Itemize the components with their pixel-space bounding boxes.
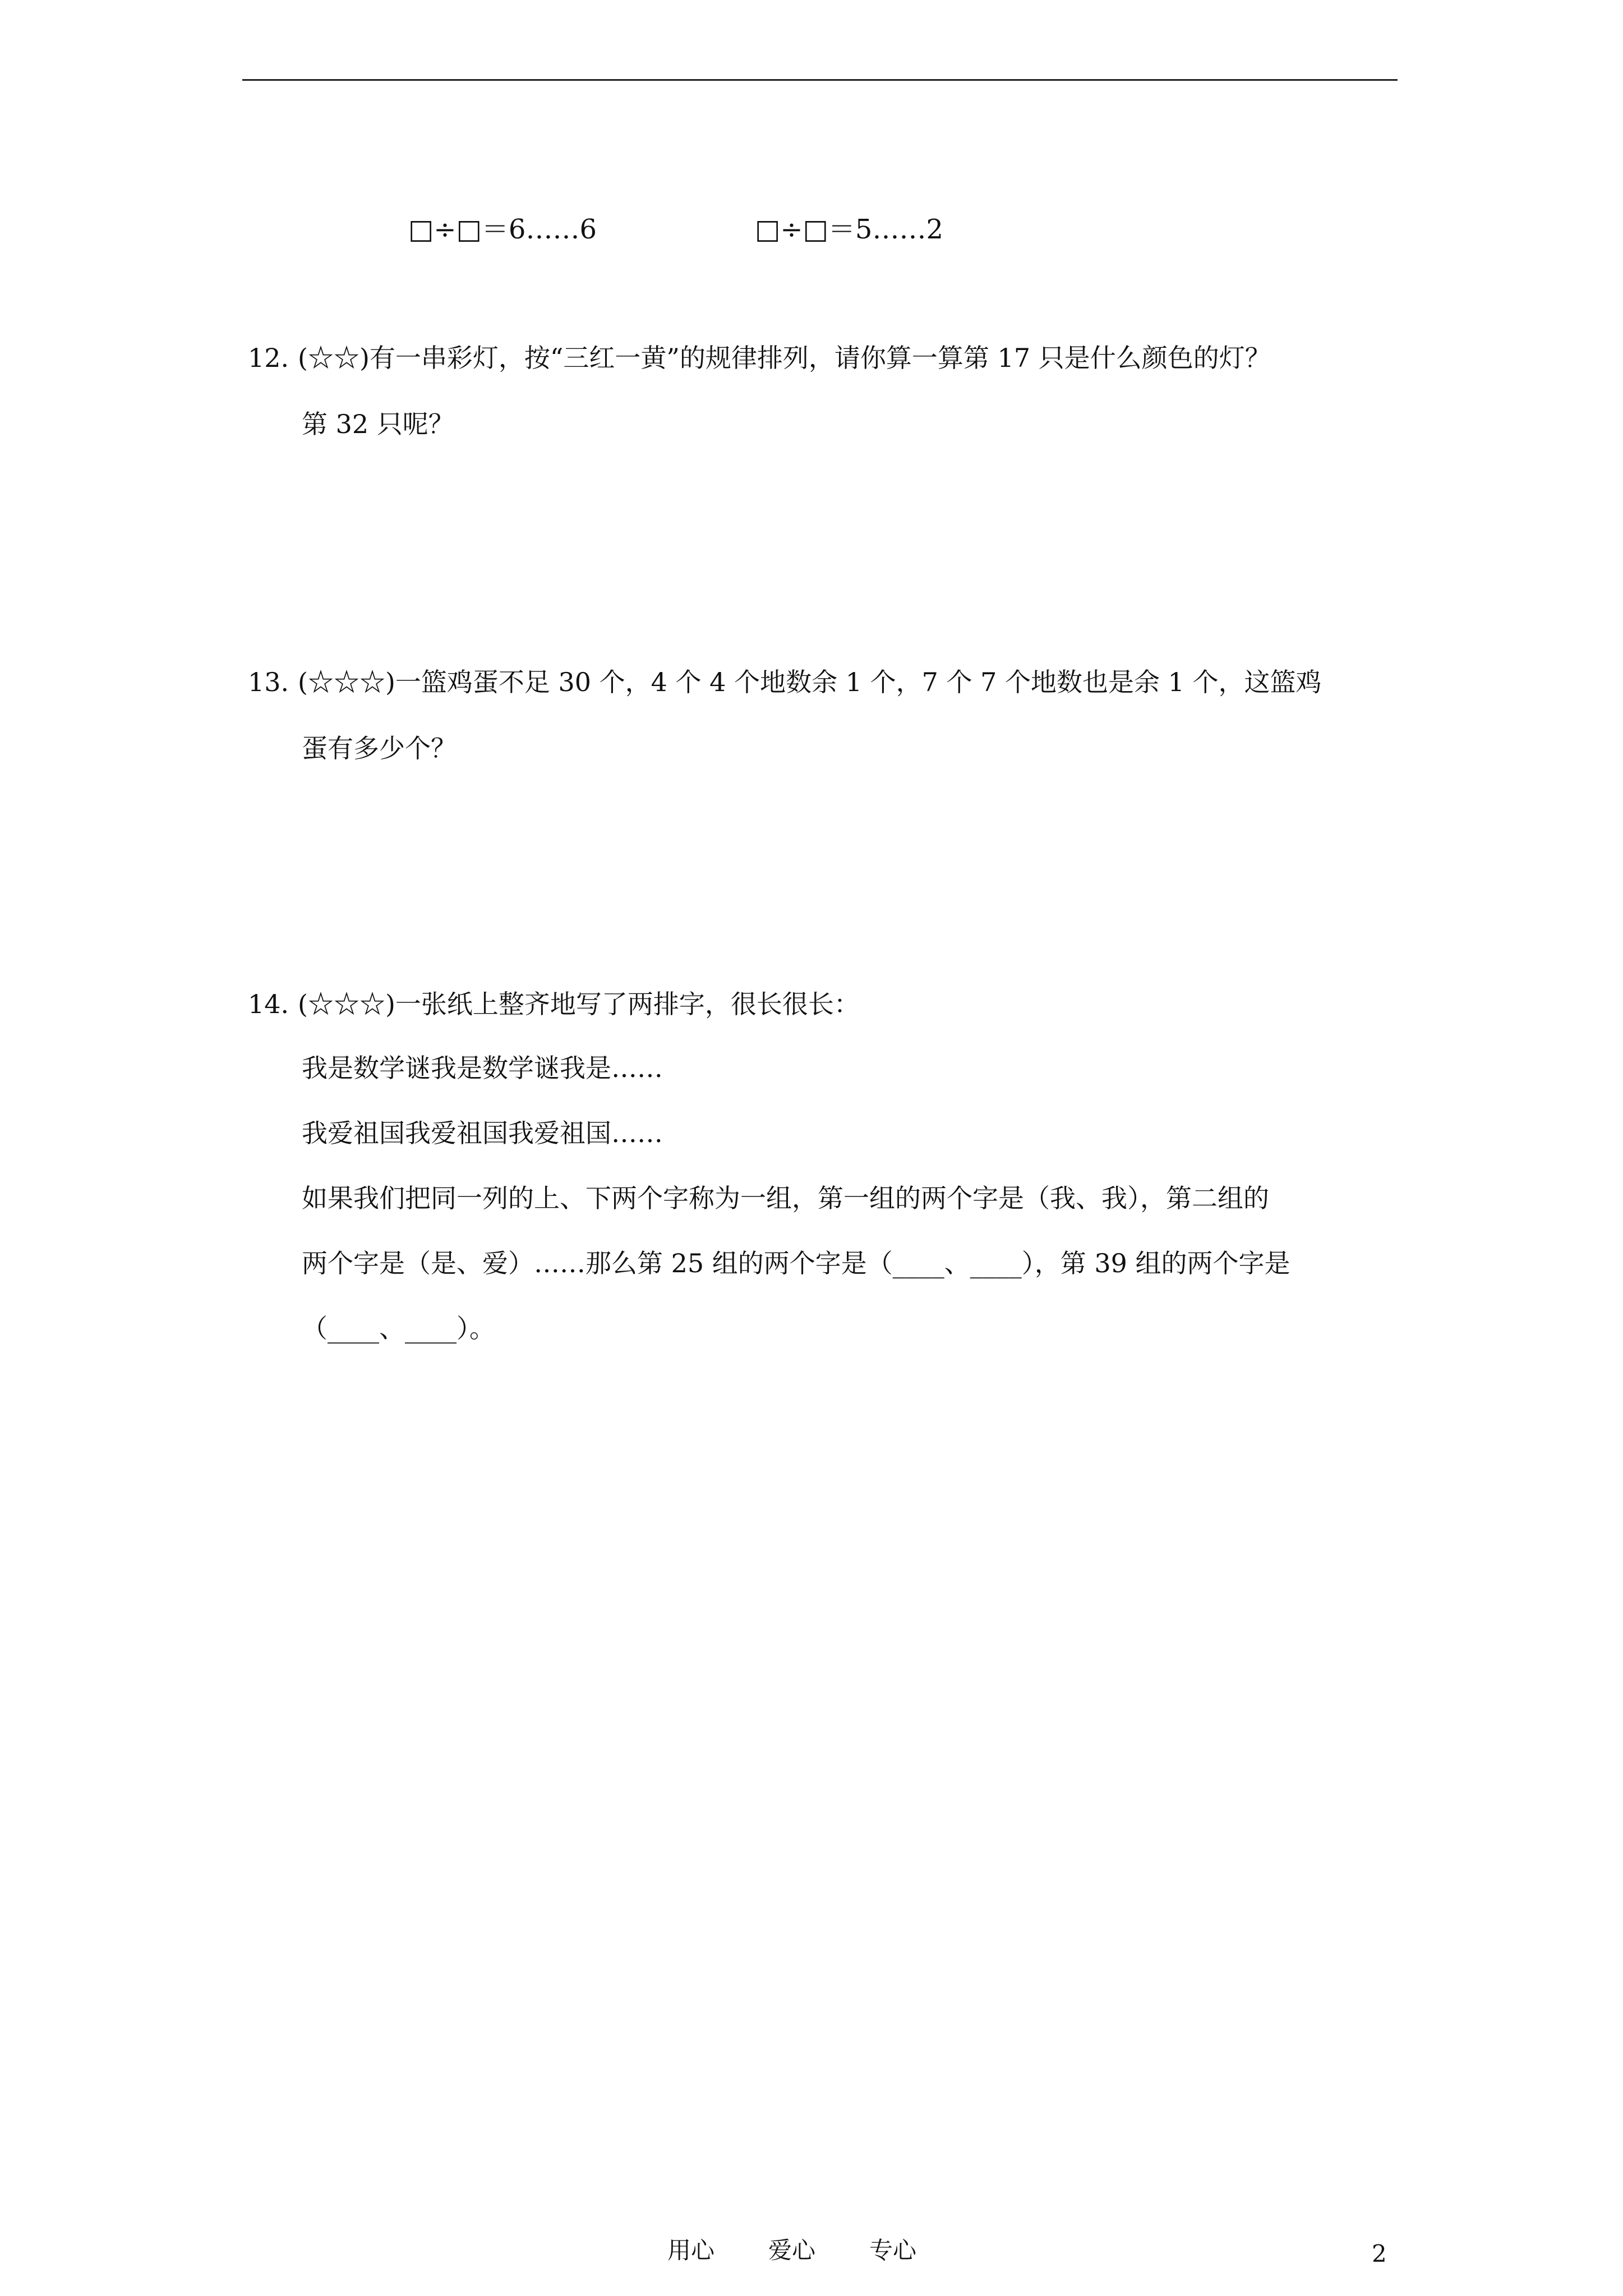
footer-word: 用心 — [667, 2237, 715, 2264]
question-line: 蛋有多少个？ — [302, 733, 457, 763]
question-line: 如果我们把同一列的上、下两个字称为一组，第一组的两个字是（我、我），第二组的 — [302, 1183, 1269, 1213]
page-number: 2 — [1372, 2240, 1387, 2267]
question-line: 两个字是（是、爱）……那么第 25 组的两个字是（____、____），第 39 组的两个字是 — [302, 1248, 1290, 1278]
question-line: (☆☆)有一串彩灯，按“三红一黄”的规律排列，请你算一算第 17 只是什么颜色的灯？ — [298, 343, 1271, 373]
question-line: 第 32 只呢？ — [302, 409, 454, 439]
question-number: 14. — [248, 989, 289, 1019]
question-line: （____、____）。 — [302, 1313, 495, 1343]
header-rule — [242, 79, 1398, 81]
question-number: 13. — [248, 667, 289, 697]
question-line: 我是数学谜我是数学谜我是…… — [302, 1053, 663, 1083]
question-number: 12. — [248, 343, 289, 373]
footer-word: 爱心 — [768, 2237, 816, 2264]
equation-1: □÷□＝6……6 — [408, 214, 597, 245]
question-line: (☆☆☆)一张纸上整齐地写了两排字，很长很长： — [298, 989, 860, 1019]
question-line: (☆☆☆)一篮鸡蛋不足 30 个，4 个 4 个地数余 1 个，7 个 7 个地数也是余 1 个，这篮鸡 — [298, 667, 1322, 697]
footer-word: 专心 — [869, 2237, 917, 2264]
question-line: 我爱祖国我爱祖国我爱祖国…… — [302, 1118, 663, 1148]
equation-2: □÷□＝5……2 — [755, 214, 944, 245]
